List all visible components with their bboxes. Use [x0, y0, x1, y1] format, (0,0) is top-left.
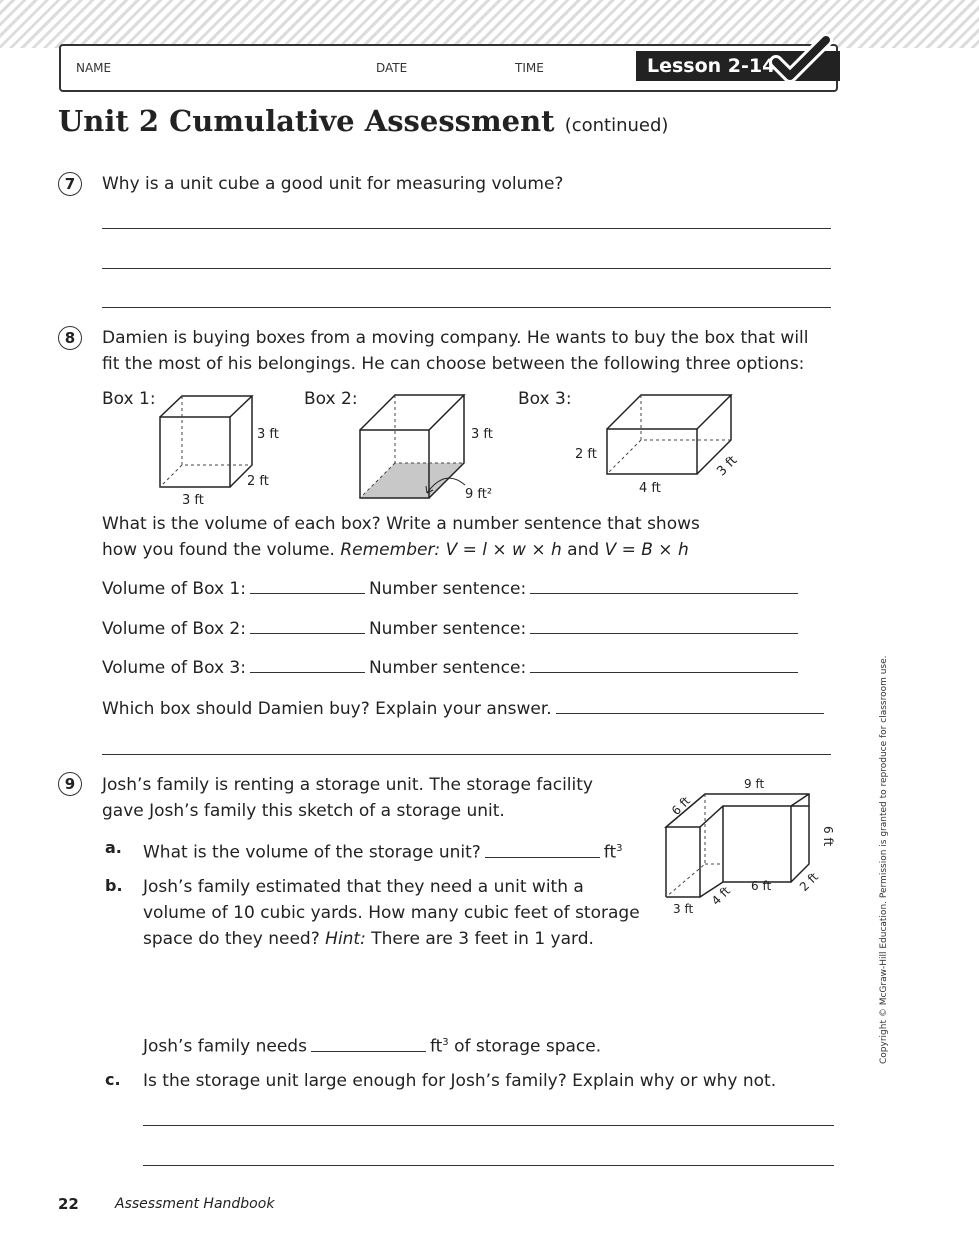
number-sentence-label: Number sentence:	[368, 619, 527, 639]
question-8-number: 8	[58, 326, 82, 350]
needs-suffix: of storage space.	[454, 1036, 602, 1057]
volume-box3-blank[interactable]	[250, 671, 365, 673]
which-box-question: Which box should Damien buy? Explain your answer.	[102, 699, 552, 719]
part-a-unit-exponent: 3	[616, 843, 623, 854]
question-9-number: 9	[58, 772, 82, 796]
storage-unit-diagram	[660, 772, 835, 922]
part-a-row	[143, 836, 623, 866]
box1-width: 3 ft	[182, 493, 204, 508]
prompt2-text: how you found the volume.	[102, 540, 341, 560]
box2-base: 9 ft²	[465, 487, 493, 502]
answer-line[interactable]	[143, 1125, 834, 1126]
page-title	[58, 104, 668, 138]
date-label: DATE	[376, 61, 408, 75]
volume-box1-row	[102, 576, 802, 602]
answer-line[interactable]	[102, 307, 831, 308]
volume-box2-row	[102, 616, 802, 642]
time-label: TIME	[515, 61, 544, 75]
prompt2-and: and	[561, 540, 605, 560]
question-9-line2: gave Josh’s family this sketch of a storage unit.	[102, 801, 505, 821]
answer-line[interactable]	[102, 268, 831, 269]
volume-box1-blank[interactable]	[250, 592, 365, 594]
storage-top: 9 ft	[744, 777, 765, 791]
answer-line[interactable]	[102, 228, 831, 229]
storage-right-height: 6 ft	[821, 826, 835, 847]
part-a-blank[interactable]	[485, 856, 600, 858]
storage-inner-depth: 4 ft	[708, 883, 733, 909]
formula-bh: V = B × h	[604, 540, 689, 560]
part-a-label: a.	[105, 838, 122, 857]
needs-unit-exponent: 3	[442, 1037, 449, 1048]
number-sentence-label: Number sentence:	[368, 658, 527, 678]
formula-lwh: Remember: V = l × w × h	[340, 540, 562, 560]
question-8-line1: Damien is buying boxes from a moving company. He wants to buy the box that will	[102, 328, 809, 348]
box2-label: Box 2:	[304, 389, 358, 409]
number-sentence-blank[interactable]	[530, 671, 798, 673]
volume-box1-label: Volume of Box 1:	[102, 579, 246, 599]
storage-bottom-left: 3 ft	[673, 902, 694, 916]
volume-box2-label: Volume of Box 2:	[102, 619, 246, 639]
needs-label: Josh’s family needs	[143, 1036, 307, 1057]
box3-height: 2 ft	[575, 447, 597, 462]
checkmark-icon	[768, 34, 838, 84]
question-7-number: 7	[58, 172, 82, 196]
box2-diagram	[355, 390, 505, 510]
box3-depth: 3 ft	[714, 453, 741, 480]
answer-line[interactable]	[102, 754, 831, 755]
number-sentence-blank[interactable]	[530, 632, 798, 634]
part-a-unit: ft	[603, 842, 617, 863]
box3-diagram	[570, 390, 750, 500]
part-b-answer-row	[143, 1030, 601, 1060]
box3-label: Box 3:	[518, 389, 572, 409]
storage-inner-width: 6 ft	[751, 879, 772, 893]
lesson-label: Lesson 2-14	[647, 55, 776, 77]
box1-diagram	[155, 390, 295, 510]
part-c-label: c.	[105, 1070, 121, 1089]
part-b-line3	[143, 926, 594, 952]
name-label: NAME	[76, 61, 112, 75]
volume-box3-row	[102, 655, 802, 681]
needs-blank[interactable]	[311, 1050, 426, 1052]
question-8-line2: fit the most of his belongings. He can choose between the following three options:	[102, 354, 805, 374]
question-8-prompt1: What is the volume of each box? Write a number sentence that shows	[102, 514, 700, 534]
box2-height: 3 ft	[471, 427, 493, 442]
part-b-hint-text: There are 3 feet in 1 yard.	[365, 929, 594, 949]
which-box-blank[interactable]	[556, 712, 824, 714]
question-9-line1: Josh’s family is renting a storage unit. The storage facility	[102, 775, 593, 795]
title-main: Unit 2 Cumulative Assessment	[58, 104, 555, 138]
volume-box3-label: Volume of Box 3:	[102, 658, 246, 678]
book-title: Assessment Handbook	[115, 1196, 275, 1212]
question-8-prompt2	[102, 537, 689, 563]
part-b-line1: Josh’s family estimated that they need a unit with a	[143, 877, 584, 897]
box1-depth: 2 ft	[247, 474, 269, 489]
part-c-question: Is the storage unit large enough for Josh’s family? Explain why or why not.	[143, 1071, 777, 1091]
page-number: 22	[58, 1195, 79, 1213]
part-a-question: What is the volume of the storage unit?	[143, 842, 481, 863]
which-box-row	[102, 696, 828, 722]
part-b-label: b.	[105, 876, 123, 895]
question-7-text: Why is a unit cube a good unit for measuring volume?	[102, 174, 564, 194]
part-b-line2: volume of 10 cubic yards. How many cubic feet of storage	[143, 903, 640, 923]
needs-unit: ft	[429, 1036, 443, 1057]
storage-left-depth: 6 ft	[668, 793, 693, 819]
box1-label: Box 1:	[102, 389, 156, 409]
number-sentence-blank[interactable]	[530, 592, 798, 594]
storage-right-depth: 2 ft	[796, 869, 821, 895]
copyright-notice: Copyright © McGraw-Hill Education. Permission is granted to reproduce for classroom use.	[879, 655, 889, 1064]
title-continued: (continued)	[564, 115, 669, 136]
part-b-line3-text: space do they need?	[143, 929, 326, 949]
part-b-hint: Hint:	[325, 929, 366, 949]
box3-length: 4 ft	[639, 481, 661, 496]
box1-height: 3 ft	[257, 427, 279, 442]
volume-box2-blank[interactable]	[250, 632, 365, 634]
number-sentence-label: Number sentence:	[368, 579, 527, 599]
answer-line[interactable]	[143, 1165, 834, 1166]
